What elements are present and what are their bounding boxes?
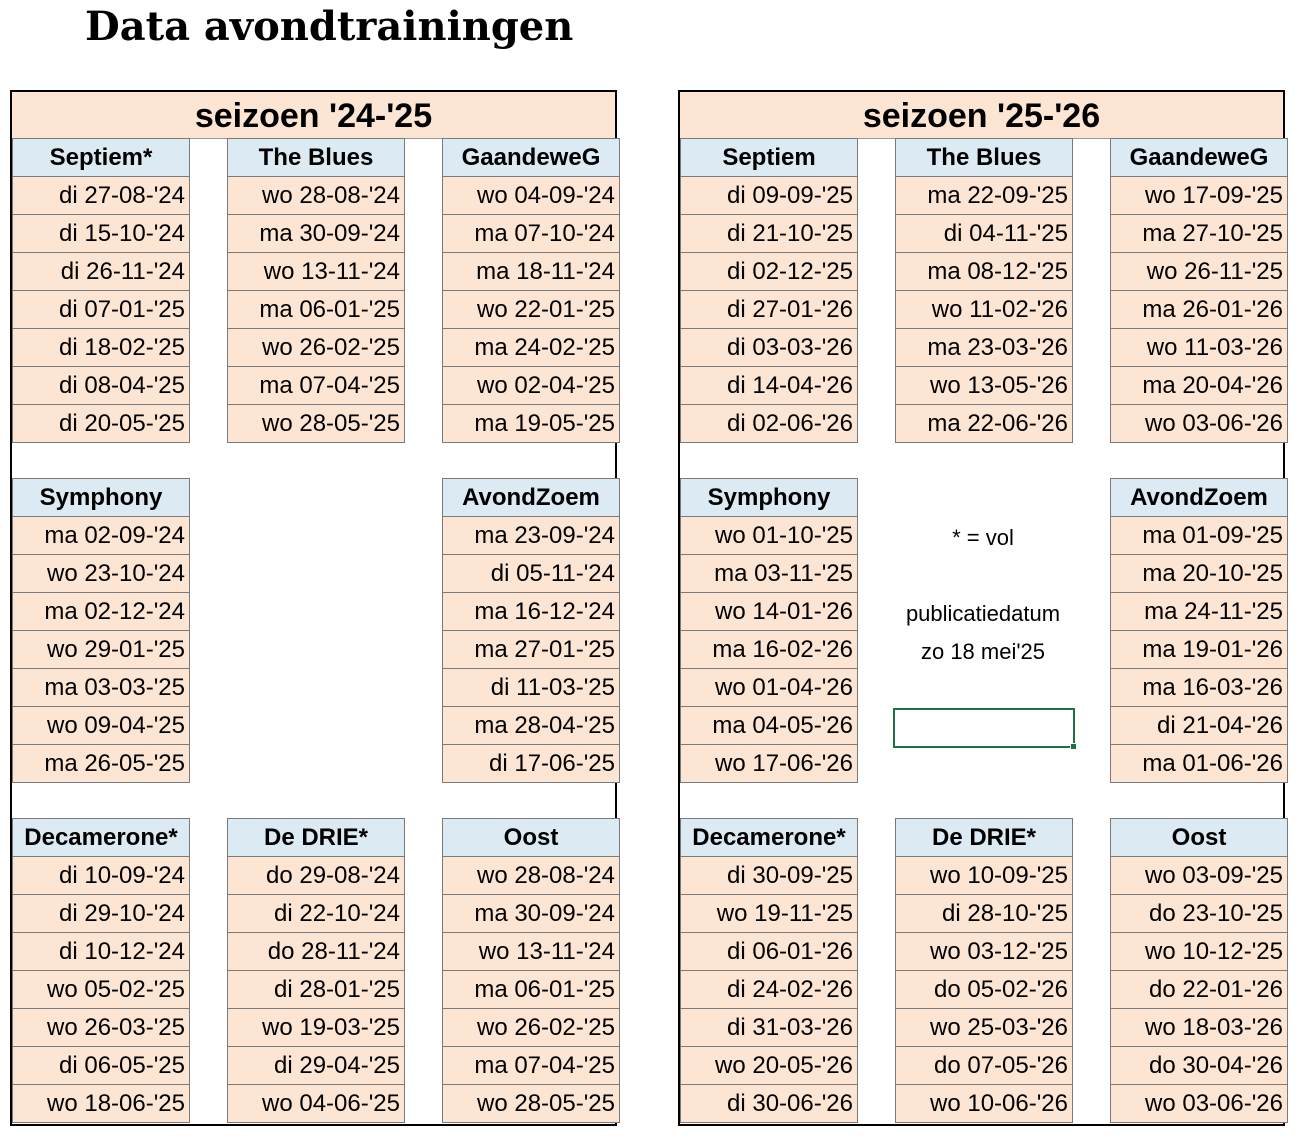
date-cell[interactable]: wo 20-05-'26 [680,1047,858,1085]
block-gaandeweg [1110,138,1288,443]
date-cell[interactable]: ma 01-06-'26 [1110,745,1288,783]
date-cell[interactable]: ma 22-09-'25 [895,177,1073,215]
date-cell[interactable]: ma 07-04-'25 [227,367,405,405]
date-cell[interactable]: wo 03-06-'26 [1110,1085,1288,1123]
block-gaandeweg [442,138,620,443]
date-cell[interactable]: ma 06-01-'25 [227,291,405,329]
season-header[interactable]: seizoen '24-'25 [12,92,615,139]
date-cell[interactable]: wo 10-12-'25 [1110,933,1288,971]
date-cell[interactable]: di 10-12-'24 [12,933,190,971]
date-cell[interactable]: ma 20-04-'26 [1110,367,1288,405]
date-cell[interactable]: wo 05-02-'25 [12,971,190,1009]
date-cell[interactable]: wo 03-09-'25 [1110,857,1288,895]
selected-cell[interactable] [893,708,1075,748]
fill-handle[interactable] [1070,743,1077,750]
date-cell[interactable]: di 26-11-'24 [12,253,190,291]
date-cell[interactable]: wo 10-06-'26 [895,1085,1073,1123]
date-cell[interactable]: wo 22-01-'25 [442,291,620,329]
date-cell[interactable]: ma 23-03-'26 [895,329,1073,367]
date-cell[interactable]: di 21-04-'26 [1110,707,1288,745]
date-cell[interactable]: di 07-01-'25 [12,291,190,329]
date-cell[interactable]: wo 13-05-'26 [895,367,1073,405]
date-cell[interactable]: di 04-11-'25 [895,215,1073,253]
block-de-drie [895,818,1073,1123]
date-cell[interactable]: wo 19-03-'25 [227,1009,405,1047]
date-cell[interactable]: ma 24-11-'25 [1110,593,1288,631]
date-cell[interactable]: wo 02-04-'25 [442,367,620,405]
date-cell[interactable]: ma 26-05-'25 [12,745,190,783]
date-cell[interactable]: wo 29-01-'25 [12,631,190,669]
block-septiem [12,138,190,443]
date-cell[interactable]: di 06-05-'25 [12,1047,190,1085]
season-panel-25-26 [678,90,1285,1126]
date-cell[interactable]: wo 03-12-'25 [895,933,1073,971]
date-cell[interactable]: wo 10-09-'25 [895,857,1073,895]
block-title[interactable]: De DRIE* [895,818,1073,857]
date-cell[interactable]: ma 27-01-'25 [442,631,620,669]
date-cell[interactable]: ma 01-09-'25 [1110,517,1288,555]
block-title[interactable]: Symphony [12,478,190,517]
date-cell[interactable]: di 21-10-'25 [680,215,858,253]
date-cell[interactable]: di 22-10-'24 [227,895,405,933]
date-cell[interactable]: di 02-06-'26 [680,405,858,443]
date-cell[interactable]: do 30-04-'26 [1110,1047,1288,1085]
date-cell[interactable]: ma 08-12-'25 [895,253,1073,291]
date-cell[interactable]: ma 19-05-'25 [442,405,620,443]
date-cell[interactable]: ma 02-12-'24 [12,593,190,631]
date-cell[interactable]: ma 24-02-'25 [442,329,620,367]
block-the-blues [227,138,405,443]
block-symphony [680,478,858,783]
date-cell[interactable]: do 05-02-'26 [895,971,1073,1009]
block-oost [1110,818,1288,1123]
date-cell[interactable]: di 05-11-'24 [442,555,620,593]
block-title[interactable]: Septiem* [12,138,190,177]
date-cell[interactable]: di 14-04-'26 [680,367,858,405]
date-cell[interactable]: di 29-10-'24 [12,895,190,933]
date-cell[interactable]: wo 28-05-'25 [442,1085,620,1123]
date-cell[interactable]: wo 18-03-'26 [1110,1009,1288,1047]
date-cell[interactable]: wo 04-09-'24 [442,177,620,215]
date-cell[interactable]: di 08-04-'25 [12,367,190,405]
date-cell[interactable]: ma 26-01-'26 [1110,291,1288,329]
publication-date[interactable]: zo 18 mei'25 [920,639,1046,664]
date-cell[interactable]: di 31-03-'26 [680,1009,858,1047]
date-cell[interactable]: wo 19-11-'25 [680,895,858,933]
block-symphony [12,478,190,783]
date-cell[interactable]: wo 28-08-'24 [442,857,620,895]
block-the-blues [895,138,1073,443]
date-cell[interactable]: wo 26-02-'25 [227,329,405,367]
date-cell[interactable]: ma 04-05-'26 [680,707,858,745]
date-cell[interactable]: ma 07-04-'25 [442,1047,620,1085]
date-cell[interactable]: do 23-10-'25 [1110,895,1288,933]
date-cell[interactable]: di 30-09-'25 [680,857,858,895]
date-cell[interactable]: do 22-01-'26 [1110,971,1288,1009]
date-cell[interactable]: di 17-06-'25 [442,745,620,783]
date-cell[interactable]: di 10-09-'24 [12,857,190,895]
date-cell[interactable]: wo 03-06-'26 [1110,405,1288,443]
block-title[interactable]: The Blues [227,138,405,177]
season-header[interactable]: seizoen '25-'26 [680,92,1283,139]
date-cell[interactable]: do 28-11-'24 [227,933,405,971]
date-cell[interactable]: wo 09-04-'25 [12,707,190,745]
date-cell[interactable]: wo 13-11-'24 [227,253,405,291]
block-title[interactable]: GaandeweG [442,138,620,177]
date-cell[interactable]: di 20-05-'25 [12,405,190,443]
date-cell[interactable]: di 28-10-'25 [895,895,1073,933]
date-cell[interactable]: wo 14-01-'26 [680,593,858,631]
block-title[interactable]: Decamerone* [680,818,858,857]
date-cell[interactable]: ma 30-09-'24 [227,215,405,253]
date-cell[interactable]: ma 16-02-'26 [680,631,858,669]
date-cell[interactable]: wo 01-10-'25 [680,517,858,555]
date-cell[interactable]: wo 11-02-'26 [895,291,1073,329]
page-title: Data avondtrainingen [85,3,574,50]
date-cell[interactable]: wo 25-03-'26 [895,1009,1073,1047]
date-cell[interactable]: ma 20-10-'25 [1110,555,1288,593]
block-decamerone [12,818,190,1123]
block-title[interactable]: AvondZoem [442,478,620,517]
date-cell[interactable]: wo 26-11-'25 [1110,253,1288,291]
date-cell[interactable]: di 27-01-'26 [680,291,858,329]
date-cell[interactable]: wo 11-03-'26 [1110,329,1288,367]
block-title[interactable]: Oost [1110,818,1288,857]
date-cell[interactable]: ma 30-09-'24 [442,895,620,933]
date-cell[interactable]: ma 03-11-'25 [680,555,858,593]
block-title[interactable]: Symphony [680,478,858,517]
date-cell[interactable]: di 09-09-'25 [680,177,858,215]
date-cell[interactable]: ma 06-01-'25 [442,971,620,1009]
date-cell[interactable]: ma 16-12-'24 [442,593,620,631]
date-cell[interactable]: di 30-06-'26 [680,1085,858,1123]
date-cell[interactable]: wo 17-06-'26 [680,745,858,783]
date-cell[interactable]: wo 18-06-'25 [12,1085,190,1123]
date-cell[interactable]: wo 26-03-'25 [12,1009,190,1047]
date-cell[interactable]: di 28-01-'25 [227,971,405,1009]
block-decamerone [680,818,858,1123]
date-cell[interactable]: ma 23-09-'24 [442,517,620,555]
block-title[interactable]: GaandeweG [1110,138,1288,177]
date-cell[interactable]: wo 28-05-'25 [227,405,405,443]
block-title[interactable]: AvondZoem [1110,478,1288,517]
block-septiem [680,138,858,443]
block-title[interactable]: Septiem [680,138,858,177]
date-cell[interactable]: wo 17-09-'25 [1110,177,1288,215]
date-cell[interactable]: ma 16-03-'26 [1110,669,1288,707]
date-cell[interactable]: wo 23-10-'24 [12,555,190,593]
date-cell[interactable]: wo 01-04-'26 [680,669,858,707]
block-avondzoem [442,478,620,783]
date-cell[interactable]: di 03-03-'26 [680,329,858,367]
date-cell[interactable]: ma 28-04-'25 [442,707,620,745]
date-cell[interactable]: di 02-12-'25 [680,253,858,291]
date-cell[interactable]: ma 27-10-'25 [1110,215,1288,253]
block-de-drie [227,818,405,1123]
date-cell[interactable]: di 24-02-'26 [680,971,858,1009]
block-title[interactable]: De DRIE* [227,818,405,857]
date-cell[interactable]: di 11-03-'25 [442,669,620,707]
date-cell[interactable]: ma 22-06-'26 [895,405,1073,443]
date-cell[interactable]: ma 18-11-'24 [442,253,620,291]
date-cell[interactable]: di 15-10-'24 [12,215,190,253]
block-title[interactable]: The Blues [895,138,1073,177]
date-cell[interactable]: ma 03-03-'25 [12,669,190,707]
publication-label[interactable]: publicatiedatum [905,601,1061,626]
legend-note[interactable]: * = vol [952,525,1014,550]
date-cell[interactable]: ma 07-10-'24 [442,215,620,253]
date-cell[interactable]: di 29-04-'25 [227,1047,405,1085]
block-title[interactable]: Oost [442,818,620,857]
date-cell[interactable]: do 07-05-'26 [895,1047,1073,1085]
date-cell[interactable]: ma 02-09-'24 [12,517,190,555]
season-panel-24-25 [10,90,617,1126]
date-cell[interactable]: di 27-08-'24 [12,177,190,215]
date-cell[interactable]: wo 28-08-'24 [227,177,405,215]
date-cell[interactable]: di 06-01-'26 [680,933,858,971]
date-cell[interactable]: wo 04-06-'25 [227,1085,405,1123]
date-cell[interactable]: wo 13-11-'24 [442,933,620,971]
date-cell[interactable]: wo 26-02-'25 [442,1009,620,1047]
block-title[interactable]: Decamerone* [12,818,190,857]
block-avondzoem [1110,478,1288,783]
date-cell[interactable]: di 18-02-'25 [12,329,190,367]
block-oost [442,818,620,1123]
date-cell[interactable]: ma 19-01-'26 [1110,631,1288,669]
date-cell[interactable]: do 29-08-'24 [227,857,405,895]
